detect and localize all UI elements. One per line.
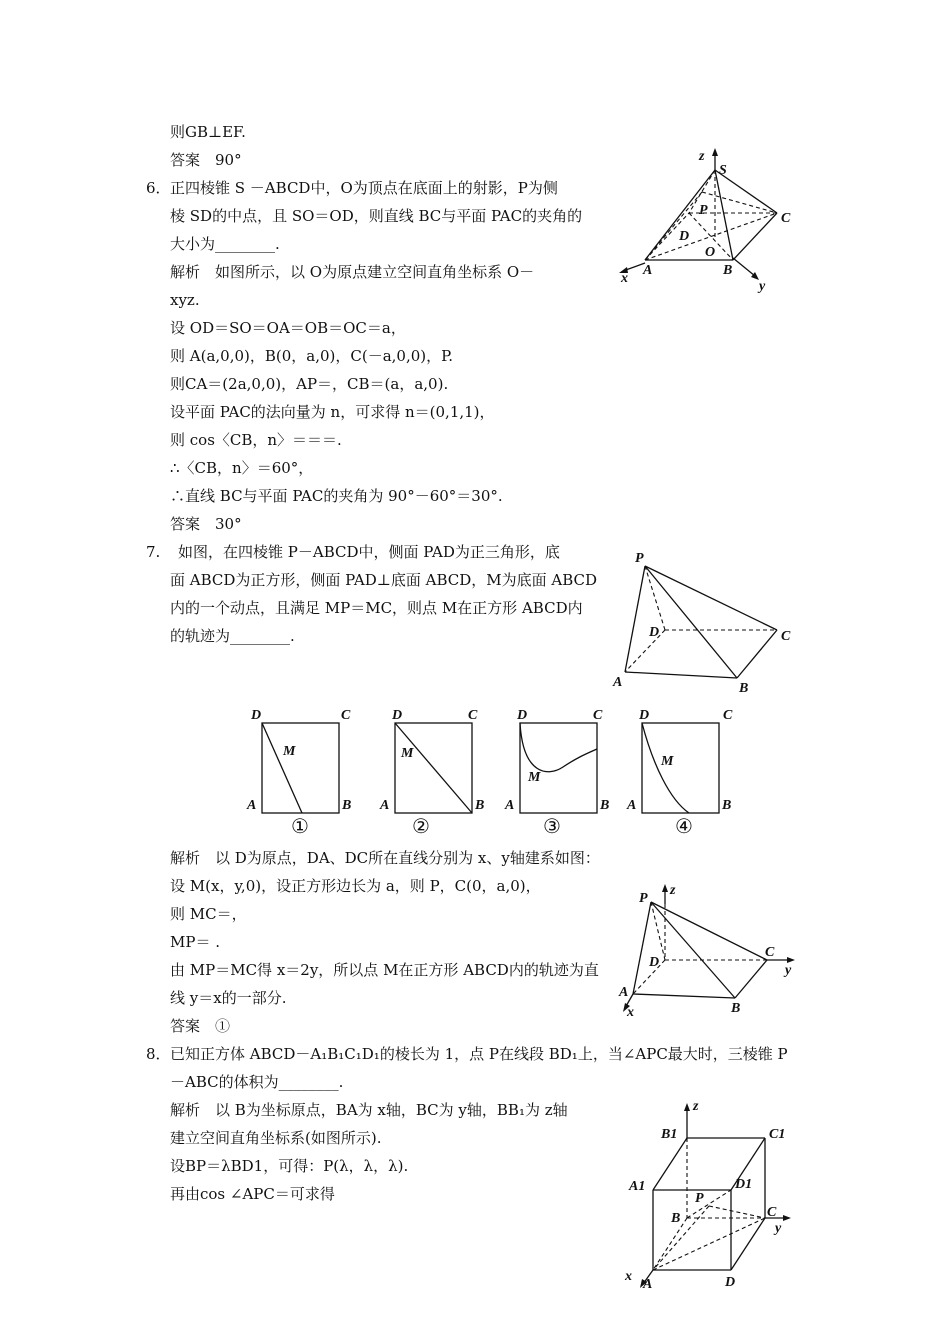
axis-label-y: y <box>785 963 792 978</box>
analysis-text: 线 y＝x的一部分. <box>170 989 287 1007</box>
question-number: 8． <box>146 1045 171 1063</box>
vertex-label-a: A <box>380 798 390 813</box>
option-mark: ① <box>291 816 309 838</box>
vertex-label-c: C <box>593 708 603 723</box>
question-text: 大小为________. <box>170 235 280 253</box>
vertex-label-a: A <box>247 798 257 813</box>
axis-label-z: z <box>693 1099 699 1114</box>
analysis-text: 则 MC＝， <box>170 905 247 923</box>
pyramid-figure <box>615 148 815 298</box>
analysis-text: 解析 以 B为坐标原点，BA为 x轴，BC为 y轴，BB₁为 z轴 <box>170 1101 568 1119</box>
option-2-figure <box>378 705 493 838</box>
question-text: －ABC的体积为________. <box>170 1073 344 1091</box>
option-3-figure <box>503 705 618 838</box>
pyramid-coordinate-figure <box>615 882 815 1022</box>
vertex-label-b: B <box>475 798 485 813</box>
point-label-m: M <box>661 754 674 769</box>
option-mark: ③ <box>543 816 561 838</box>
vertex-label-d: D <box>517 708 528 723</box>
analysis-text: 解析 以 D为原点，DA、DC所在直线分别为 x、y轴建系如图： <box>170 849 600 867</box>
analysis-text: MP＝ . <box>170 933 220 951</box>
vertex-label-d: D <box>649 955 660 970</box>
question-number: 6． <box>146 179 171 197</box>
question-text: 内的一个动点，且满足 MP＝MC，则点 M在正方形 ABCD内 <box>170 599 583 617</box>
vertex-label-b: B <box>723 263 733 278</box>
vertex-label-d: D <box>649 625 660 640</box>
vertex-label-b: B <box>342 798 352 813</box>
axis-label-x: x <box>621 271 628 286</box>
analysis-text: 则 cos〈CB，n〉＝＝＝. <box>170 431 342 449</box>
pyramid-pad-figure <box>605 548 805 696</box>
analysis-text: ∴直线 BC与平面 PAC的夹角为 90°－60°＝30°. <box>170 487 503 505</box>
question-text: 面 ABCD为正方形，侧面 PAD⊥底面 ABCD，M为底面 ABCD <box>170 571 598 589</box>
vertex-label-s: S <box>719 163 727 178</box>
analysis-text: 设 OD＝SO＝OA＝OB＝OC＝a， <box>170 319 406 337</box>
answer-line: 答案 ① <box>170 1017 231 1035</box>
axis-label-x: x <box>627 1005 634 1020</box>
analysis-text: 解析 如图所示，以 O为原点建立空间直角坐标系 O－ <box>170 263 535 281</box>
axis-label-y: y <box>759 279 766 294</box>
vertex-label-b: B <box>600 798 610 813</box>
vertex-label-d: D <box>679 229 690 244</box>
vertex-label-c: C <box>341 708 351 723</box>
question-text: 已知正方体 ABCD－A₁B₁C₁D₁的棱长为 1，点 P在线段 BD₁上，当∠APC最大时，三棱锥 P <box>170 1045 788 1063</box>
question-number: 7. <box>146 543 161 561</box>
vertex-label-c: C <box>781 629 791 644</box>
point-label-p: P <box>699 203 708 218</box>
axis-label-z: z <box>699 149 705 164</box>
vertex-label-d: D <box>725 1275 736 1290</box>
question-text: 棱 SD的中点，且 SO＝OD，则直线 BC与平面 PAC的夹角的 <box>170 207 583 225</box>
text-line: 则GB⊥EF. <box>170 123 246 141</box>
vertex-label-b1: B1 <box>661 1127 678 1142</box>
vertex-label-b: B <box>731 1001 741 1016</box>
vertex-label-d: D <box>251 708 262 723</box>
question-text: 正四棱锥 S －ABCD中，O为顶点在底面上的射影，P为侧 <box>170 179 558 197</box>
question-text: 的轨迹为________. <box>170 627 295 645</box>
vertex-label-c: C <box>781 211 791 226</box>
point-label-p: P <box>695 1191 704 1206</box>
answer-line: 答案 90° <box>170 151 242 169</box>
answer-line: 答案 30° <box>170 515 242 533</box>
vertex-label-a: A <box>505 798 515 813</box>
analysis-text: 设 M(x，y,0)，设正方形边长为 a，则 P，C(0，a,0)， <box>170 877 541 895</box>
vertex-label-d: D <box>392 708 403 723</box>
point-label-m: M <box>283 744 296 759</box>
analysis-text: 再由cos ∠APC＝可求得 <box>170 1185 335 1203</box>
point-label-o: O <box>705 245 716 260</box>
analysis-text: 则CA＝(2a,0,0)，AP＝，CB＝(a，a,0). <box>170 375 449 393</box>
vertex-label-p: P <box>639 891 648 906</box>
vertex-label-b: B <box>722 798 732 813</box>
option-4-figure <box>625 705 740 838</box>
analysis-text: 设平面 PAC的法向量为 n，可求得 n＝(0,1,1)， <box>170 403 495 421</box>
analysis-text: 由 MP＝MC得 x＝2y，所以点 M在正方形 ABCD内的轨迹为直 <box>170 961 599 979</box>
vertex-label-c: C <box>723 708 733 723</box>
vertex-label-c: C <box>767 1205 777 1220</box>
vertex-label-a: A <box>643 263 653 278</box>
vertex-label-d1: D1 <box>735 1177 753 1192</box>
option-mark: ④ <box>675 816 693 838</box>
question-text: 如图，在四棱锥 P－ABCD中，侧面 PAD为正三角形，底 <box>178 543 560 561</box>
analysis-text: 建立空间直角坐标系(如图所示). <box>170 1129 382 1147</box>
point-label-m: M <box>528 770 541 785</box>
point-label-m: M <box>401 746 414 761</box>
axis-label-x: x <box>625 1269 632 1284</box>
axis-label-z: z <box>670 883 676 898</box>
option-mark: ② <box>412 816 430 838</box>
vertex-label-c: C <box>468 708 478 723</box>
vertex-label-a: A <box>619 985 629 1000</box>
vertex-label-b: B <box>739 681 749 696</box>
vertex-label-c1: C1 <box>769 1127 786 1142</box>
option-1-figure <box>245 705 360 838</box>
vertex-label-a: A <box>627 798 637 813</box>
vertex-label-a: A <box>613 675 623 690</box>
vertex-label-a1: A1 <box>629 1179 646 1194</box>
vertex-label-p: P <box>635 551 644 566</box>
vertex-label-b: B <box>671 1211 681 1226</box>
analysis-text: xyz. <box>170 291 200 309</box>
analysis-text: 设BP＝λBD1，可得：P(λ，λ，λ). <box>170 1157 409 1175</box>
axis-label-y: y <box>775 1221 782 1236</box>
analysis-text: ∴〈CB，n〉＝60°， <box>170 459 314 477</box>
vertex-label-a: A <box>643 1277 653 1292</box>
analysis-text: 则 A(a,0,0)，B(0，a,0)，C(－a,0,0)，P. <box>170 347 453 365</box>
vertex-label-d: D <box>639 708 650 723</box>
vertex-label-c: C <box>765 945 775 960</box>
cube-figure <box>625 1098 815 1293</box>
